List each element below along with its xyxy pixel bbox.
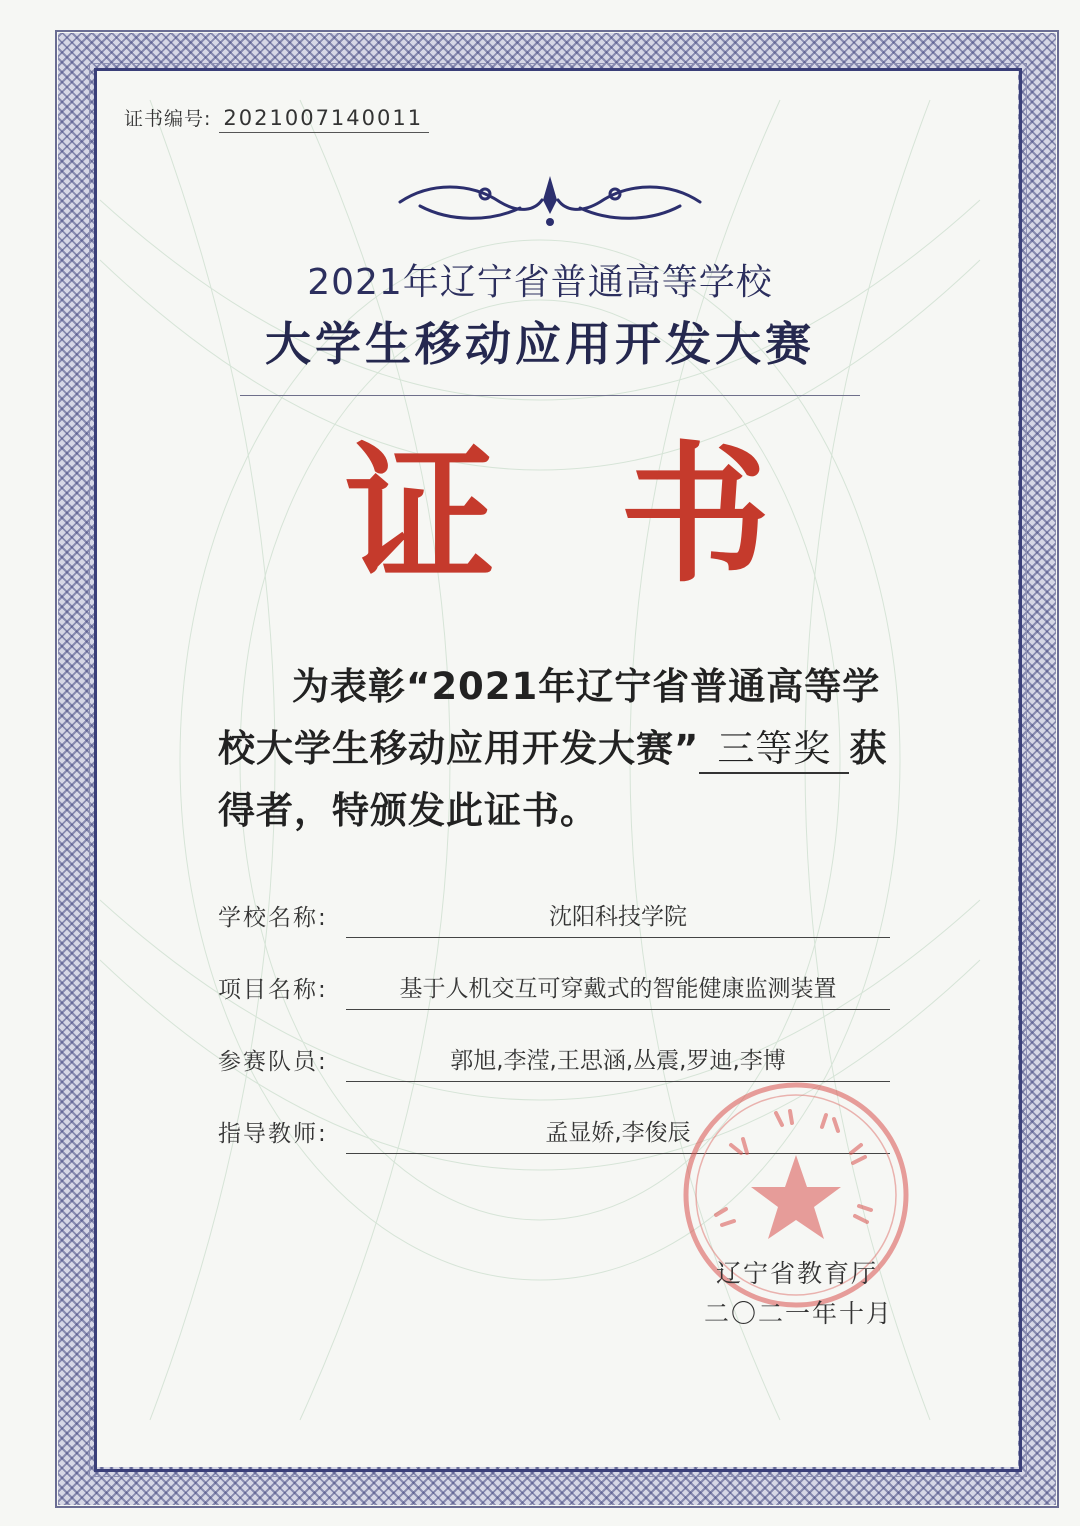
heading-char-1: 证 <box>345 427 496 603</box>
competition-title-line2: 大学生移动应用开发大赛 <box>265 317 815 371</box>
field-project <box>218 960 890 1010</box>
title-divider <box>240 395 860 396</box>
ornament-icon <box>390 172 710 232</box>
certificate-number-label: 证书编号: <box>124 108 212 130</box>
field-school <box>218 888 890 938</box>
field-advisor-value: 孟显娇,李俊辰 <box>346 1114 890 1154</box>
competition-title-line1: 2021年辽宁省普通高等学校 <box>307 262 773 303</box>
field-project-label: 项目名称: <box>218 977 328 1003</box>
certificate-number <box>124 104 429 133</box>
field-project-value: 基于人机交互可穿戴式的智能健康监测装置 <box>346 970 890 1010</box>
field-school-label: 学校名称: <box>218 905 328 931</box>
field-team-label: 参赛队员: <box>218 1049 328 1075</box>
issuing-authority: 辽宁省教育厅 <box>716 1259 879 1288</box>
award-level: 三等奖 <box>699 726 849 774</box>
statement-part-1: 为表彰“2021年辽宁省普通高等学校大学生移动应用开发大赛” <box>218 665 881 770</box>
award-statement <box>218 656 908 842</box>
statement-part-2: 获得者，特颁发此证书。 <box>218 727 888 832</box>
field-advisor-label: 指导教师: <box>218 1121 328 1147</box>
field-team-value: 郭旭,李滢,王思涵,丛震,罗迪,李博 <box>346 1042 890 1082</box>
certificate-number-value: 2021007140011 <box>219 106 429 133</box>
field-school-value: 沈阳科技学院 <box>346 898 890 938</box>
issue-date: 二〇二一年十月 <box>704 1299 894 1328</box>
heading-char-2: 书 <box>620 427 771 603</box>
